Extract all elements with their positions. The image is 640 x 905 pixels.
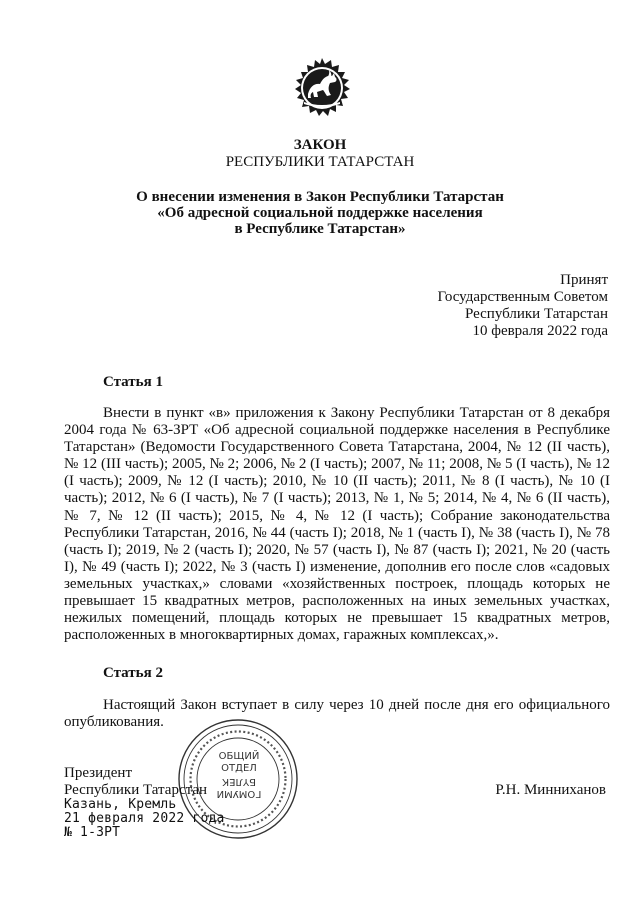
document-title-line: в Республике Татарстан» [234, 221, 406, 237]
adoption-line: Государственным Советом [437, 289, 608, 305]
general-department-stamp [207, 751, 271, 799]
document-title-line: О внесении изменения в Закон Республики Татарстан [136, 189, 504, 205]
adoption-date: 10 февраля 2022 года [472, 323, 608, 339]
document-title [0, 189, 640, 237]
signing-details [64, 798, 225, 840]
law-subtitle: РЕСПУБЛИКИ ТАТАРСТАН [225, 154, 415, 170]
signer-name: Р.Н. Минниханов [495, 782, 606, 798]
signer-position [64, 765, 207, 799]
signing-place: Казань, Кремль [64, 797, 177, 812]
article-1-text-block [64, 405, 610, 644]
document-title-line: «Об адресной социальной поддержке населения [157, 205, 483, 221]
article-2-text: Настоящий Закон вступает в силу через 10 дней после дня его официального опубликования. [64, 697, 610, 731]
article-1-heading: Статья 1 [103, 374, 163, 390]
signer-position-line: Республики Татарстан [64, 782, 208, 798]
tatarstan-coat-of-arms-icon [290, 56, 354, 120]
signer-position-line: Президент [64, 765, 132, 781]
stamp-line: ОТДЕЛ [221, 763, 257, 774]
law-number: № 1-ЗРТ [64, 825, 121, 840]
adoption-block [438, 272, 609, 340]
adoption-line: Принят [560, 272, 608, 288]
article-1-text: Внести в пункт «в» приложения к Закону Республики Татарстан от 8 декабря 2004 года № 63-ЗРТ «Об адресной социальной поддержке населения в Республике Татарстан» (Ведомости Государственного Совета Татарстана, 2004, № 12 (II часть), № 12 (III часть); 2005, № 2; 2006, № 2 (I часть); 2007, № 11; 2008, № 5 (I часть), № 12 (I часть); 2009, № 12 (I часть); 2010, № 10 (II часть); 2011, № 8 (I часть), № 10 (I часть); 2012, № 6 (I часть), № 7 (I часть); 2013, № 1, № 5; 2014, № 4, № 6 (II часть), № 7, № 12 (II часть); 2015, № 4, № 12 (I часть); Собрание законодательства Республики Татарстан, 2016, № 44 (часть I); 2018, № 1 (часть I), № 38 (часть I), № 78 (часть I); 2019, № 2 (часть I); 2020, № 57 (часть I), № 87 (часть I); 2021, № 20 (часть I), № 49 (часть I); 2022, № 3 (часть I) изменение, дополнив его после слов «садовых земельных участках,» словами «хозяйственных построек, площадь которых не превышает 15 квадратных метров, расположенных на иных земельных участках, нежилых помещений, площадь которых не превышает 15 квадратных метров, расположенных в многоквартирных домах, гаражных комплексах,». [64, 405, 610, 644]
law-title: ЗАКОН [293, 137, 347, 153]
article-2-heading: Статья 2 [103, 665, 163, 681]
article-2-text-block [64, 697, 610, 731]
stamp-line: ОБЩИЙ [218, 751, 260, 762]
adoption-line: Республики Татарстан [464, 306, 608, 322]
stamp-mirrored-line: БҮЛЕК [222, 776, 256, 787]
signing-date: 21 февраля 2022 года [64, 811, 225, 826]
stamp-mirrored-line: ГОМУМИ [216, 788, 262, 799]
